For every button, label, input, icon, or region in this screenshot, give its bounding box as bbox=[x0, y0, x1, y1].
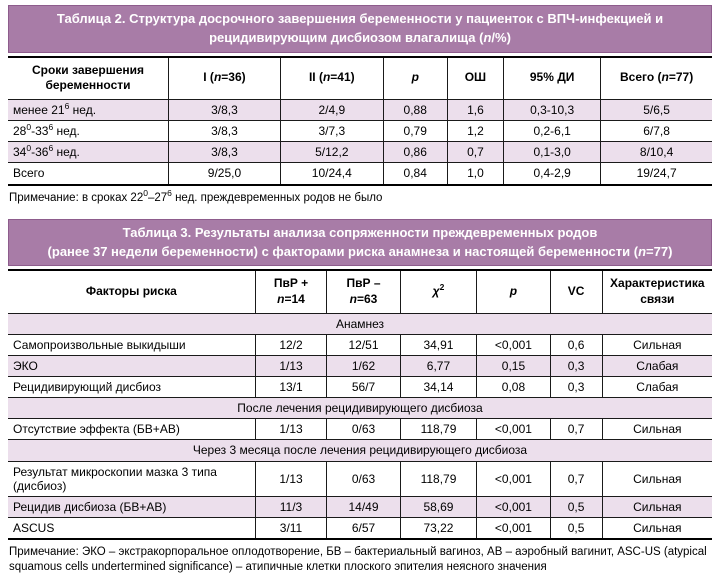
section-row bbox=[8, 440, 712, 461]
table-cell: менее $21^6$ нед. bbox=[8, 99, 169, 120]
table-row bbox=[8, 355, 712, 376]
table-row bbox=[8, 518, 712, 540]
table-cell: 0,4-2,9 bbox=[504, 163, 601, 185]
table-cell: 10/24,4 bbox=[280, 163, 383, 185]
table-cell: 0,79 bbox=[383, 121, 447, 142]
table-row bbox=[8, 419, 712, 440]
column-header: Сроки завершения беременности bbox=[8, 57, 169, 100]
column-header: 95% ДИ bbox=[504, 57, 601, 100]
table-cell: Сильная bbox=[602, 496, 712, 517]
column-header: $\chi^2$ bbox=[400, 270, 477, 313]
section-label: Через 3 месяца после лечения рецидивирующего дисбиоза bbox=[8, 440, 712, 461]
table-cell: 0,84 bbox=[383, 163, 447, 185]
table-cell: ЭКО bbox=[8, 355, 255, 376]
table-cell: 12/2 bbox=[255, 334, 327, 355]
table-cell: Результат микроскопии мазка 3 типа (дисбиоз) bbox=[8, 461, 255, 496]
column-header: Факторы риска bbox=[8, 270, 255, 313]
table-cell: 0,1-3,0 bbox=[504, 142, 601, 163]
table-cell: 12/51 bbox=[327, 334, 400, 355]
table-cell: 0,88 bbox=[383, 99, 447, 120]
table-cell: 3/8,3 bbox=[169, 121, 281, 142]
table-cell: Сильная bbox=[602, 461, 712, 496]
table-cell: Рецидивирующий дисбиоз bbox=[8, 377, 255, 398]
table-cell: 0,3-10,3 bbox=[504, 99, 601, 120]
header-row bbox=[8, 57, 712, 100]
header-row bbox=[8, 270, 712, 313]
table-cell: 0/63 bbox=[327, 419, 400, 440]
table-row bbox=[8, 461, 712, 496]
table-cell: 5/12,2 bbox=[280, 142, 383, 163]
table-cell: 56/7 bbox=[327, 377, 400, 398]
column-header: Характеристика связи bbox=[602, 270, 712, 313]
table-row bbox=[8, 377, 712, 398]
table-cell: Самопроизвольные выкидыши bbox=[8, 334, 255, 355]
column-header: ПвР + n=14 bbox=[255, 270, 327, 313]
table-cell: 6/57 bbox=[327, 518, 400, 540]
table-cell: 1,0 bbox=[447, 163, 503, 185]
table-2 bbox=[8, 56, 712, 186]
section-label: Анамнез bbox=[8, 313, 712, 334]
section-row bbox=[8, 313, 712, 334]
table-cell: <0,001 bbox=[477, 419, 550, 440]
table-cell: 1/13 bbox=[255, 461, 327, 496]
table-cell: 13/1 bbox=[255, 377, 327, 398]
table-cell: Слабая bbox=[602, 355, 712, 376]
table-cell: $34^0-36^6$ нед. bbox=[8, 142, 169, 163]
table-cell: $28^0-33^6$ нед. bbox=[8, 121, 169, 142]
table-cell: 1/13 bbox=[255, 355, 327, 376]
table-row bbox=[8, 163, 712, 185]
column-header: p bbox=[477, 270, 550, 313]
table-3 bbox=[8, 269, 712, 540]
table-cell: <0,001 bbox=[477, 496, 550, 517]
table-2-note: Примечание: в сроках $22^0-27^6$ нед. преждевременных родов не было bbox=[9, 187, 383, 204]
table-cell: 0,5 bbox=[550, 518, 602, 540]
table-cell: 0,3 bbox=[550, 355, 602, 376]
table-cell: 3/11 bbox=[255, 518, 327, 540]
table-cell: 3/8,3 bbox=[169, 99, 281, 120]
table-row bbox=[8, 142, 712, 163]
table-cell: Рецидив дисбиоза (БВ+АВ) bbox=[8, 496, 255, 517]
table-cell: 118,79 bbox=[400, 461, 477, 496]
table-row bbox=[8, 99, 712, 120]
table-cell: 34,91 bbox=[400, 334, 477, 355]
table-cell: 0,08 bbox=[477, 377, 550, 398]
table-cell: 9/25,0 bbox=[169, 163, 281, 185]
table-2-block bbox=[8, 5, 712, 206]
table-cell: 0,7 bbox=[550, 419, 602, 440]
table-cell: 6/7,8 bbox=[601, 121, 712, 142]
table-2-title: Таблица 2. Структура досрочного завершения беременности у пациенток с ВПЧ-инфекцией и рецидивирующим дисбиозом влагалища (n/%) bbox=[8, 5, 712, 53]
table-cell: Сильная bbox=[602, 518, 712, 540]
column-header: II (n=41) bbox=[280, 57, 383, 100]
table-cell: 1/13 bbox=[255, 419, 327, 440]
table-cell: 34,14 bbox=[400, 377, 477, 398]
table-cell: Сильная bbox=[602, 419, 712, 440]
table-cell: <0,001 bbox=[477, 334, 550, 355]
table-cell: 5/6,5 bbox=[601, 99, 712, 120]
table-cell: <0,001 bbox=[477, 518, 550, 540]
section-row bbox=[8, 398, 712, 419]
column-header: VC bbox=[550, 270, 602, 313]
table-row bbox=[8, 496, 712, 517]
column-header: Всего (n=77) bbox=[601, 57, 712, 100]
table-row bbox=[8, 121, 712, 142]
table-3-note: Примечание: ЭКО – экстракорпоральное оплодотворение, БВ – бактериальный вагиноз, АВ – аэробный вагинит, ASC-US (atypical squamous cells undertermined significance) – атипичные клетки плоского эпителия неясного значения bbox=[9, 546, 707, 574]
spacer bbox=[8, 206, 712, 219]
table-cell: 0,5 bbox=[550, 496, 602, 517]
table-cell: 3/8,3 bbox=[169, 142, 281, 163]
table-cell: Сильная bbox=[602, 334, 712, 355]
table-cell: 0/63 bbox=[327, 461, 400, 496]
table-cell: 6,77 bbox=[400, 355, 477, 376]
table-cell: 8/10,4 bbox=[601, 142, 712, 163]
table-cell: Отсутствие эффекта (БВ+АВ) bbox=[8, 419, 255, 440]
table-cell: 3/7,3 bbox=[280, 121, 383, 142]
table-cell: 0,7 bbox=[447, 142, 503, 163]
table-cell: 118,79 bbox=[400, 419, 477, 440]
table-3-title: Таблица 3. Результаты анализа сопряженности преждевременных родов (ранее 37 недели беременности) с факторами риска анамнеза и настоящей беременности (n=77) bbox=[8, 219, 712, 267]
table-cell: 1,6 bbox=[447, 99, 503, 120]
table-cell: 73,22 bbox=[400, 518, 477, 540]
table-cell: 1,2 bbox=[447, 121, 503, 142]
table-cell: 11/3 bbox=[255, 496, 327, 517]
table-cell: Всего bbox=[8, 163, 169, 185]
table-cell: Слабая bbox=[602, 377, 712, 398]
column-header: I (n=36) bbox=[169, 57, 281, 100]
column-header: ОШ bbox=[447, 57, 503, 100]
table-cell: 2/4,9 bbox=[280, 99, 383, 120]
section-label: После лечения рецидивирующего дисбиоза bbox=[8, 398, 712, 419]
table-cell: <0,001 bbox=[477, 461, 550, 496]
table-cell: 0,3 bbox=[550, 377, 602, 398]
table-cell: 19/24,7 bbox=[601, 163, 712, 185]
table-cell: 14/49 bbox=[327, 496, 400, 517]
table-cell: ASCUS bbox=[8, 518, 255, 540]
column-header: p bbox=[383, 57, 447, 100]
table-cell: 0,6 bbox=[550, 334, 602, 355]
table-cell: 1/62 bbox=[327, 355, 400, 376]
table-cell: 0,15 bbox=[477, 355, 550, 376]
table-cell: 0,7 bbox=[550, 461, 602, 496]
table-3-block bbox=[8, 219, 712, 576]
column-header: ПвР – n=63 bbox=[327, 270, 400, 313]
table-cell: 58,69 bbox=[400, 496, 477, 517]
table-row bbox=[8, 334, 712, 355]
table-cell: 0,86 bbox=[383, 142, 447, 163]
table-cell: 0,2-6,1 bbox=[504, 121, 601, 142]
